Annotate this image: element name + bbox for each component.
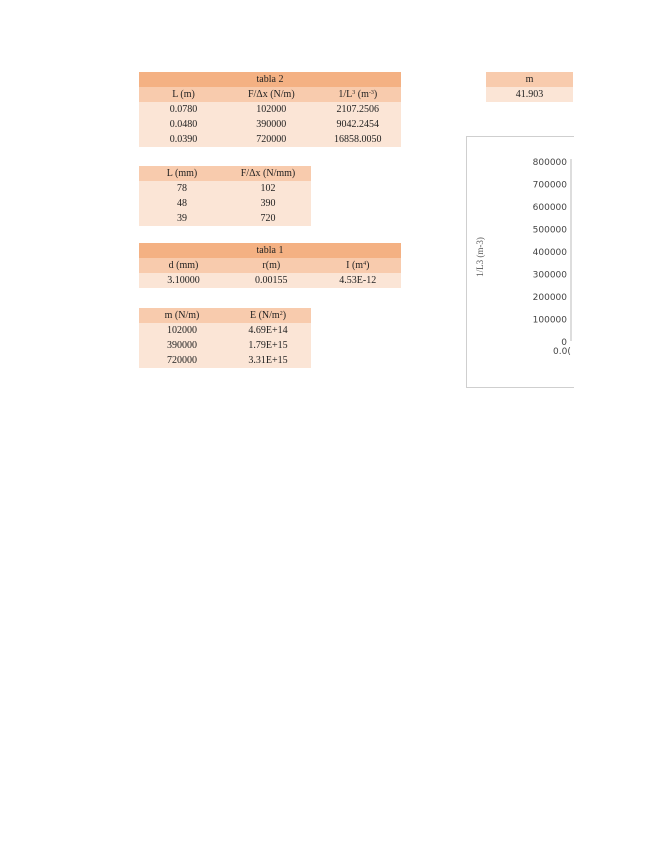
table-cell: 39 (139, 211, 225, 226)
header-text: E (N/m (249, 310, 280, 321)
column-header: F/Δx (N/mm) (225, 166, 311, 181)
table-row (139, 353, 311, 368)
table-row (139, 132, 401, 147)
table-cell: 3.31E+15 (225, 353, 311, 368)
table-row (486, 87, 573, 102)
y-axis-label: 1/L3 (m-3) (475, 237, 485, 277)
column-header: m (486, 72, 573, 87)
tabla-mm (139, 166, 311, 226)
table-cell: 390000 (228, 117, 314, 132)
slope-value: 41.903 (486, 87, 573, 102)
header-text: 1/L (338, 89, 353, 100)
header-text: ) (366, 260, 370, 271)
column-header: r(m) (228, 258, 314, 273)
table-cell: 0.00155 (228, 273, 314, 288)
column-header: d (mm) (139, 258, 228, 273)
superscript: 4 (363, 261, 367, 267)
table-cell: 720 (225, 211, 311, 226)
superscript: 3 (352, 90, 356, 96)
column-header (225, 308, 311, 323)
header-text: (m (355, 89, 369, 100)
y-tick-label: 500000 (532, 225, 567, 236)
column-header (315, 87, 401, 102)
header-text: I (m (346, 260, 364, 271)
table-header-row (139, 258, 401, 273)
table-header-row (139, 166, 311, 181)
table-cell: 102000 (228, 102, 314, 117)
table-cell: 720000 (139, 353, 225, 368)
header-text: ) (282, 310, 287, 321)
table-cell: 3.10000 (139, 273, 228, 288)
column-header: L (m) (139, 87, 228, 102)
table-title-row (139, 72, 401, 87)
x-tick-label: 0.0( (553, 347, 571, 357)
table-row (139, 196, 311, 211)
table-header-row (486, 72, 573, 87)
y-tick-label: 300000 (532, 270, 567, 281)
table-cell: 2107.2506 (315, 102, 401, 117)
table-cell: 390000 (139, 338, 225, 353)
y-tick-label: 200000 (532, 293, 567, 303)
table-cell: 0.0480 (139, 117, 228, 132)
header-text: ) (373, 89, 378, 100)
table-row (139, 211, 311, 226)
table-header-row (139, 308, 311, 323)
table-cell: 390 (225, 196, 311, 211)
tabla-1 (139, 243, 401, 288)
table-row (139, 181, 311, 196)
column-header: F/Δx (N/m) (228, 87, 314, 102)
table-cell: 4.53E-12 (315, 273, 401, 288)
table-row (139, 117, 401, 132)
column-header: L (mm) (139, 166, 225, 181)
table-title-row (139, 243, 401, 258)
table-row (139, 338, 311, 353)
y-tick-label: 700000 (532, 180, 567, 191)
table-cell: 720000 (228, 132, 314, 147)
table-cell: 4.69E+14 (225, 323, 311, 338)
superscript: -3 (368, 90, 374, 96)
y-tick-label: 800000 (532, 158, 567, 168)
table-cell: 102 (225, 181, 311, 196)
table-cell: 0.0390 (139, 132, 228, 147)
scatter-chart (466, 136, 574, 388)
superscript: 2 (279, 311, 283, 317)
table-row (139, 323, 311, 338)
table-title: tabla 2 (139, 72, 401, 87)
table-cell: 9042.2454 (315, 117, 401, 132)
tabla-2 (139, 72, 401, 147)
tabla-modulo (139, 308, 311, 368)
y-tick-label: 600000 (532, 203, 567, 213)
column-header: m (N/m) (139, 308, 225, 323)
column-header (315, 258, 401, 273)
y-tick-labels (533, 158, 568, 348)
table-cell: 0.0780 (139, 102, 228, 117)
table-cell: 78 (139, 181, 225, 196)
table-header-row (139, 87, 401, 102)
y-tick-label: 100000 (532, 315, 567, 326)
slope-table (486, 72, 573, 102)
table-title: tabla 1 (139, 243, 401, 258)
table-cell: 16858.0050 (315, 132, 401, 147)
table-cell: 1.79E+15 (225, 338, 311, 353)
chart-canvas (467, 137, 574, 387)
table-cell: 48 (139, 196, 225, 211)
table-row (139, 102, 401, 117)
y-tick-label: 0 (561, 338, 567, 348)
y-tick-label: 400000 (532, 248, 567, 258)
table-cell: 102000 (139, 323, 225, 338)
table-row (139, 273, 401, 288)
